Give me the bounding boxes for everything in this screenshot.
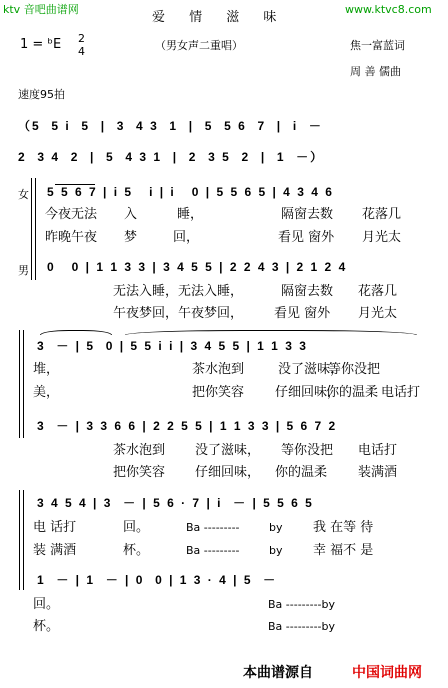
lyricist: 焦一富蓝词 [350,39,405,52]
lyric-line: 等你没把 [281,443,334,458]
lyric-line: 昨晚午夜 [45,230,98,245]
system-bracket-inner [23,490,24,590]
lyric-line: 看见 窗外 [274,306,331,321]
lyric-line: 今夜无法 [45,207,98,222]
system-bracket [19,490,20,590]
lyric-line: 月光太 [358,306,398,321]
intro-line-1: （5 5 i 5 | 3 4 3 1 | 5 5 6 7 | i － [18,119,323,133]
female-label: 女 [18,188,29,201]
lyric-line: 回。 [33,597,60,612]
male-label: 男 [18,264,29,277]
lyric-line: 花落几 [358,284,398,299]
lyric-line: 装 满酒 [33,543,77,558]
footer-source: 本曲谱源自 [243,665,313,681]
lyric-line: 美， [33,385,60,400]
lyric-line: Ba --------- [186,544,240,557]
key-signature: 1 = ᵇE [20,37,62,52]
tie-slur [40,330,112,335]
lyric-line: 装满酒 [358,465,398,480]
lyric-line: 把你笑容 [192,385,245,400]
system1-female-notes: 5 5 6 7 | i 5 i | i 0 | 5 5 6 5 | 4 3 4 6 [47,185,334,199]
lyric-line: 电话打 [381,385,421,400]
song-title: 爱 情 滋 味 [152,10,287,25]
lyric-line: Ba ---------by [268,620,335,633]
lyric-line: 睡， [177,207,204,222]
lyric-line: 没了滋味， [278,362,344,377]
lyric-line: by [269,521,283,534]
lyric-line: 幸 福不 是 [313,543,374,558]
system2-female-notes: 3 － | 5 0 | 5 5 i i | 3 4 5 5 | 1 1 3 3 [37,339,308,353]
lyric-line: 入 [124,207,138,222]
tempo: 速度95拍 [18,88,65,101]
lyric-line: 仔细回味， [195,465,261,480]
lyric-line: 把你笑容 [113,465,166,480]
lyric-line: Ba ---------by [268,598,335,611]
system-bracket-inner [35,178,36,280]
time-sig-bottom: 4 [78,45,85,58]
lyric-line: 无法入睡，无法入睡， [113,284,244,299]
lyric-line: 隔窗去数 [281,207,334,222]
lyric-line: 茶水泡到 [192,362,245,377]
lyric-line: 电 话打 [33,520,77,535]
lyric-line: 回。 [123,520,150,535]
lyric-line: 电话打 [358,443,398,458]
lyric-line: 堆， [33,362,60,377]
lyric-line: 杯。 [123,543,150,558]
lyric-line: by [269,544,283,557]
subtitle: （男女声二重唱） [155,39,243,52]
watermark-left: ktv 音吧曲谱网 [3,3,79,16]
lyric-line: 你的温柔 [275,465,328,480]
system-bracket [31,178,32,280]
system3-female-notes: 3 4 5 4 | 3 － | 5 6 · 7 | i － | 5 5 6 5 [37,496,314,510]
lyric-line: 没了滋味， [195,443,261,458]
lyric-line: 我 在等 待 [313,520,374,535]
system2-male-notes: 3 － | 3 3 6 6 | 2 2 5 5 | 1 1 3 3 | 5 6 7 2 [37,419,338,433]
lyric-line: 午夜梦回，午夜梦回， [113,306,244,321]
lyric-line: 仔细回味， [275,385,341,400]
lyric-line: 杯。 [33,619,60,634]
lyric-line: 隔窗去数 [281,284,334,299]
lyric-line: 你的温柔 [326,385,379,400]
lyric-line: 看见 窗外 [278,230,335,245]
system-bracket-inner [23,330,24,438]
lyric-line: 回， [173,230,200,245]
composer: 周 善 儒曲 [350,65,401,78]
watermark-right: www.ktvc8.com [345,3,432,16]
footer-site-link[interactable]: 中国词曲网 [352,665,422,681]
system1-male-notes: 0 0 | 1 1 3 3 | 3 4 5 5 | 2 2 4 3 | 2 1 2 4 [47,260,348,274]
system3-male-notes: 1 － | 1 － | 0 0 | 1 3 · 4 | 5 － [37,573,278,587]
lyric-line: 等你没把 [328,362,381,377]
lyric-line: 花落几 [362,207,402,222]
lyric-line: Ba --------- [186,521,240,534]
lyric-line: 梦 [124,230,138,245]
time-sig-top: 2 [78,32,85,45]
lyric-line: 月光太 [362,230,402,245]
tie-slur [125,330,417,335]
system-bracket [19,330,20,438]
lyric-line: 茶水泡到 [113,443,166,458]
intro-line-2: 2 3 4 2 | 5 4 3 1 | 2 3 5 2 | 1 －） [18,150,325,164]
